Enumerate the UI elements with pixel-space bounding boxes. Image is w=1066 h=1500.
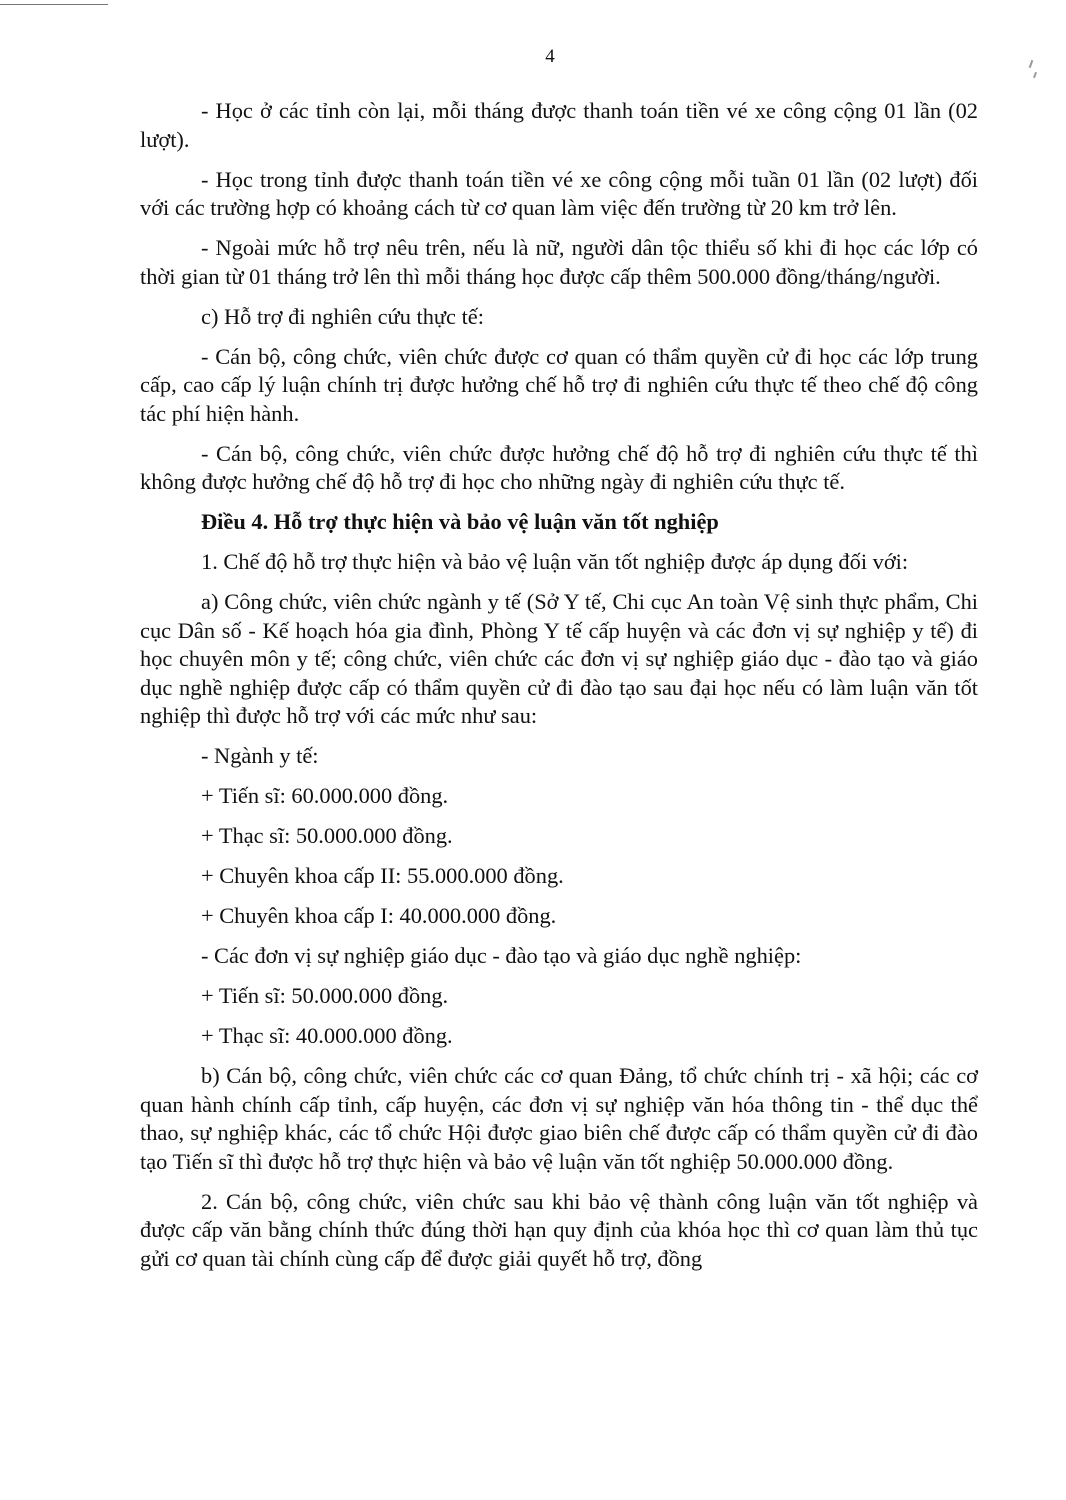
paragraph: a) Công chức, viên chức ngành y tế (Sở Y tế, Chi cục An toàn Vệ sinh thực phẩm, Chi cục Dân số - Kế hoạch hóa gia đình, Phòng Y tế cấp huyện và các đơn vị sự nghiệp y tế) đi học chuyên môn y tế; công chức, viên chức các đơn vị sự nghiệp giáo dục - đào tạo và giáo dục nghề nghiệp được cấp có thẩm quyền cử đi đào tạo sau đại học nếu có làm luận văn tốt nghiệp thì được hỗ trợ với các mức như sau:: [140, 589, 978, 728]
list-item: + Chuyên khoa cấp I: 40.000.000 đồng.: [201, 903, 557, 928]
list-item: + Tiến sĩ: 50.000.000 đồng.: [201, 983, 449, 1008]
top-edge-line: [0, 4, 108, 5]
paragraph: - Cán bộ, công chức, viên chức được hưởng chế độ hỗ trợ đi nghiên cứu thực tế thì không được hưởng chế độ hỗ trợ đi học cho những ngày đi nghiên cứu thực tế.: [140, 440, 978, 494]
scan-mark: [1033, 72, 1037, 78]
paragraph: c) Hỗ trợ đi nghiên cứu thực tế:: [201, 303, 484, 329]
list-item: + Tiến sĩ: 60.000.000 đồng.: [201, 783, 449, 808]
paragraph: 2. Cán bộ, công chức, viên chức sau khi bảo vệ thành công luận văn tốt nghiệp và được cấp văn bằng chính thức đúng thời hạn quy định của khóa học thì cơ quan làm thủ tục gửi cơ quan tài chính cùng cấp để được giải quyết hỗ trợ, đồng: [140, 1188, 978, 1271]
paragraph: - Học ở các tỉnh còn lại, mỗi tháng được thanh toán tiền vé xe công cộng 01 lần (02 lượt).: [140, 98, 978, 152]
list-item: - Ngành y tế:: [201, 743, 319, 768]
list-item: + Thạc sĩ: 40.000.000 đồng.: [201, 1023, 453, 1048]
paragraph: - Học trong tỉnh được thanh toán tiền vé xe công cộng mỗi tuần 01 lần (02 lượt) đối với các trường hợp có khoảng cách từ cơ quan làm việc đến trường từ 20 km trở lên.: [140, 166, 978, 220]
document-body: [140, 97, 978, 1285]
list-item: + Chuyên khoa cấp II: 55.000.000 đồng.: [201, 863, 564, 888]
article-heading: Điều 4. Hỗ trợ thực hiện và bảo vệ luận văn tốt nghiệp: [201, 509, 719, 534]
paragraph: - Ngoài mức hỗ trợ nêu trên, nếu là nữ, người dân tộc thiểu số khi đi học các lớp có thời gian từ 01 tháng trở lên thì mỗi tháng học được cấp thêm 500.000 đồng/tháng/người.: [140, 235, 978, 289]
page-number: 4: [545, 46, 555, 67]
paragraph: 1. Chế độ hỗ trợ thực hiện và bảo vệ luận văn tốt nghiệp được áp dụng đối với:: [201, 549, 909, 574]
paragraph: - Cán bộ, công chức, viên chức được cơ quan có thẩm quyền cử đi học các lớp trung cấp, cao cấp lý luận chính trị được hưởng chế hỗ trợ đi nghiên cứu thực tế theo chế độ công tác phí hiện hành.: [140, 343, 978, 426]
paragraph: b) Cán bộ, công chức, viên chức các cơ quan Đảng, tổ chức chính trị - xã hội; các cơ quan hành chính cấp tỉnh, cấp huyện, các đơn vị sự nghiệp văn hóa thông tin - thể dục thể thao, sự nghiệp khác, các tổ chức Hội được giao biên chế được cấp có thẩm quyền cử đi đào tạo Tiến sĩ thì được hỗ trợ thực hiện và bảo vệ luận văn tốt nghiệp 50.000.000 đồng.: [140, 1063, 978, 1174]
list-item: + Thạc sĩ: 50.000.000 đồng.: [201, 823, 453, 848]
list-item: - Các đơn vị sự nghiệp giáo dục - đào tạo và giáo dục nghề nghiệp:: [201, 943, 802, 968]
